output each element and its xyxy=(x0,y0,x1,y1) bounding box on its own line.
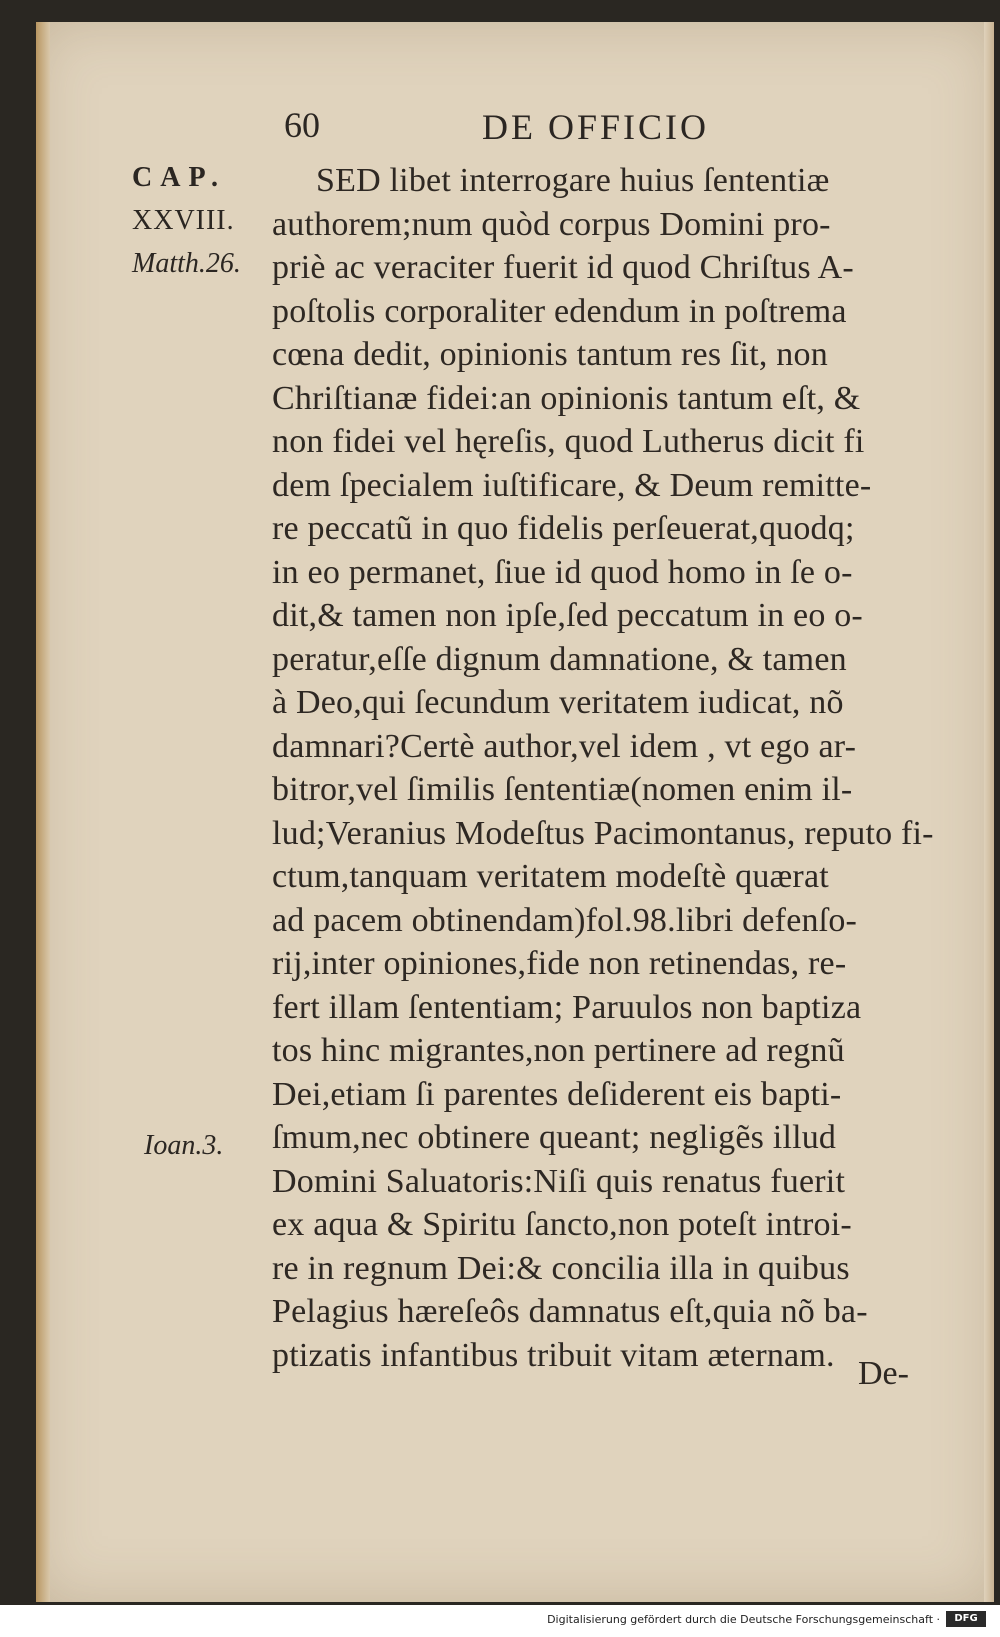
running-title: DE OFFICIO xyxy=(482,107,710,147)
margin-chapter-number: XXVIII. xyxy=(132,205,235,236)
text-line: damnari?Certè author,vel idem , vt ego ar- xyxy=(272,727,857,765)
text-line: ſmum,nec obtinere queant; negligẽs illud xyxy=(272,1119,837,1156)
digitization-footer xyxy=(0,1605,1000,1637)
margin-ref-john: Ioan.3. xyxy=(144,1130,224,1161)
text-line: fert illam ſententiam; Paruulos non baptiza xyxy=(272,988,862,1026)
dfg-logo: DFG xyxy=(946,1611,986,1627)
text-line: priè ac veraciter fuerit id quod Chriſtus A- xyxy=(272,249,854,286)
text-line: Domini Saluatoris:Niſi quis renatus fuerit xyxy=(272,1162,846,1200)
text-line: ptizatis infantibus tribuit vitam æternam. xyxy=(272,1336,835,1374)
margin-ref-matthew: Matth.26. xyxy=(132,248,241,279)
text-line: re peccatũ in quo fidelis perſeuerat,quodq; xyxy=(272,510,855,547)
text-line: tos hinc migrantes,non pertinere ad regnũ xyxy=(272,1032,845,1069)
page-header xyxy=(36,104,994,154)
page-edge-left xyxy=(36,22,50,1602)
text-line: peratur,eſſe dignum damnatione, & tamen xyxy=(272,640,847,678)
text-line: cœna dedit, opinionis tantum res ſit, non xyxy=(272,336,828,373)
text-line: ad pacem obtinendam)fol.98.libri defenſo- xyxy=(272,901,858,939)
text-line: in eo permanet, ſiue id quod homo in ſe o- xyxy=(272,553,853,591)
text-line: à Deo,qui ſecundum veritatem iudicat, nõ xyxy=(272,684,844,721)
text-line: dit,& tamen non ipſe,ſed peccatum in eo o- xyxy=(272,597,863,634)
text-line: Dei,etiam ſi parentes deſiderent eis bapti- xyxy=(272,1075,842,1113)
text-line: SED libet interrogare huius ſententiæ xyxy=(316,162,830,199)
text-line: rij,inter opiniones,fide non retinendas, re- xyxy=(272,945,847,982)
page-number: 60 xyxy=(284,105,320,145)
text-line: dem ſpecialem iuſtificare, & Deum remitte- xyxy=(272,466,872,504)
text-line: re in regnum Dei:& concilia illa in quibus xyxy=(272,1249,850,1287)
text-line: lud;Veranius Modeſtus Pacimontanus, reputo fi- xyxy=(272,814,934,852)
text-line: Chriſtianæ fidei:an opinionis tantum eſt, & xyxy=(272,379,861,417)
text-line: bitror,vel ſimilis ſententiæ(nomen enim il- xyxy=(272,771,853,808)
page-edge-right xyxy=(984,22,994,1602)
footer-credit: Digitalisierung gefördert durch die Deutsche Forschungsgemeinschaft · xyxy=(547,1613,940,1626)
text-line: ex aqua & Spiritu ſancto,non poteſt introi- xyxy=(272,1206,852,1243)
book-page xyxy=(36,22,994,1602)
text-line: ctum,tanquam veritatem modeſtè quærat xyxy=(272,858,829,895)
text-line: poſtolis corporaliter edendum in poſtrema xyxy=(272,292,847,330)
margin-chapter-label: CAP. xyxy=(132,162,226,193)
text-line: Pelagius hæreſeôs damnatus eſt,quia nõ ba- xyxy=(272,1293,868,1330)
catchword: De- xyxy=(858,1355,909,1392)
text-line: non fidei vel hęreſis, quod Lutherus dicit fi xyxy=(272,423,865,460)
text-line: authorem;num quòd corpus Domini pro- xyxy=(272,205,831,243)
